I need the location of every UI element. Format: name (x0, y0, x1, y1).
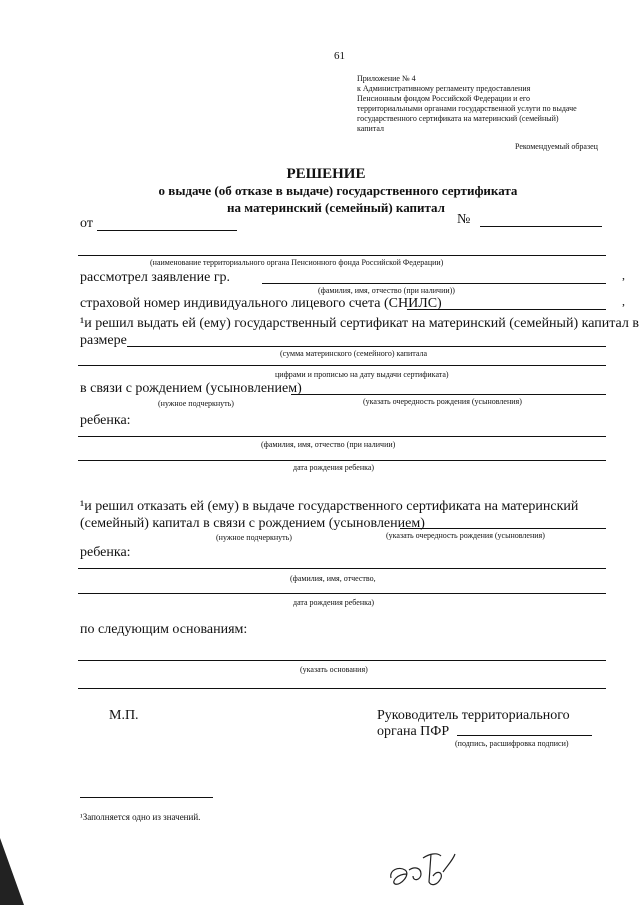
child-name-caption-2: (фамилия, имя, отчество, (290, 574, 376, 583)
footnote: ¹Заполняется одно из значений. (80, 812, 201, 822)
birth-order-caption: (указать очередность рождения (усыновления) (363, 397, 522, 406)
amount-field[interactable] (127, 346, 606, 347)
comma: , (622, 268, 625, 282)
handwritten-signature (385, 848, 465, 893)
number-field[interactable] (480, 226, 602, 227)
birth-label: в связи с рождением (усыновлением) (80, 381, 302, 396)
page-number: 61 (334, 50, 345, 62)
child-birthdate-caption: дата рождения ребенка) (293, 463, 375, 472)
date-field[interactable] (97, 230, 237, 231)
child-name-field[interactable] (78, 436, 606, 437)
signature-caption: (подпись, расшифровка подписи) (455, 739, 569, 748)
birth-order-field[interactable] (291, 394, 606, 395)
stamp-label: М.П. (109, 708, 139, 723)
snils-field[interactable] (407, 309, 606, 310)
amount-words-caption: цифрами и прописью на дату выдачи сертификата) (275, 370, 449, 379)
signature-field[interactable] (457, 735, 592, 736)
amount-words-field[interactable] (78, 365, 606, 366)
child-label: ребенка: (80, 413, 131, 428)
birth-order-caption-2: (указать очередность рождения (усыновления) (386, 531, 545, 540)
comma: , (622, 294, 625, 308)
grounds-field-2[interactable] (78, 688, 606, 689)
child-birthdate-field[interactable] (78, 460, 606, 461)
child-birthdate-caption-2: дата рождения ребенка) (293, 598, 375, 607)
scan-edge-shadow (0, 838, 24, 905)
underline-caption-2: (нужное подчеркнуть) (216, 533, 292, 542)
head-title: Руководитель территориального (377, 708, 570, 723)
decision-refuse-text-2: (семейный) капитал в связи с рождением (усыновлением) (80, 516, 425, 531)
snils-label: страховой номер индивидуального лицевого счета (СНИЛС) (80, 296, 442, 311)
appendix-block (357, 74, 607, 134)
document-heading: РЕШЕНИЕ (286, 166, 366, 182)
grounds-field[interactable] (78, 660, 606, 661)
reviewed-label: рассмотрел заявление гр. (80, 270, 231, 285)
organ-caption: (наименование территориального органа Пенсионного фонда Российской Федерации) (150, 258, 444, 267)
decision-refuse-text: ¹и решил отказать ей (ему) в выдаче государственного сертификата на материнский (80, 499, 579, 514)
from-label: от (80, 216, 93, 231)
appendix-line: территориальными органами государственной услуги по выдаче (357, 104, 577, 113)
applicant-name-caption: (фамилия, имя, отчество (при наличии)) (318, 286, 455, 295)
document-subtitle: на материнский (семейный) капитал (227, 200, 445, 215)
footnote-separator (80, 797, 213, 798)
amount-label: размере (80, 333, 127, 348)
decision-grant-text: ¹и решил выдать ей (ему) государственный сертификат на материнский (семейный) капитал в (80, 316, 639, 331)
appendix-line: государственного сертификата на материнский (семейный) (357, 114, 559, 123)
grounds-caption: (указать основания) (300, 665, 368, 674)
appendix-line: к Административному регламенту предоставления (357, 84, 531, 93)
birth-order-field-2[interactable] (400, 528, 606, 529)
grounds-label: по следующим основаниям: (80, 622, 248, 637)
appendix-line: Приложение № 4 (357, 74, 416, 83)
recommended-sample-label: Рекомендуемый образец (515, 142, 598, 151)
appendix-line: капитал (357, 124, 384, 133)
child-label-2: ребенка: (80, 545, 131, 560)
child-name-caption: (фамилия, имя, отчество (при наличии) (261, 440, 396, 449)
child-birthdate-field-2[interactable] (78, 593, 606, 594)
document-subtitle: о выдаче (об отказе в выдаче) государственного сертификата (158, 183, 518, 198)
appendix-line: Пенсионным фондом Российской Федерации и его (357, 94, 531, 103)
organ-name-field[interactable] (78, 255, 606, 256)
number-label: № (457, 212, 471, 227)
child-name-field-2[interactable] (78, 568, 606, 569)
head-title-2: органа ПФР (377, 724, 450, 739)
applicant-name-field[interactable] (262, 283, 606, 284)
underline-caption: (нужное подчеркнуть) (158, 399, 234, 408)
amount-caption: (сумма материнского (семейного) капитала (280, 349, 428, 358)
